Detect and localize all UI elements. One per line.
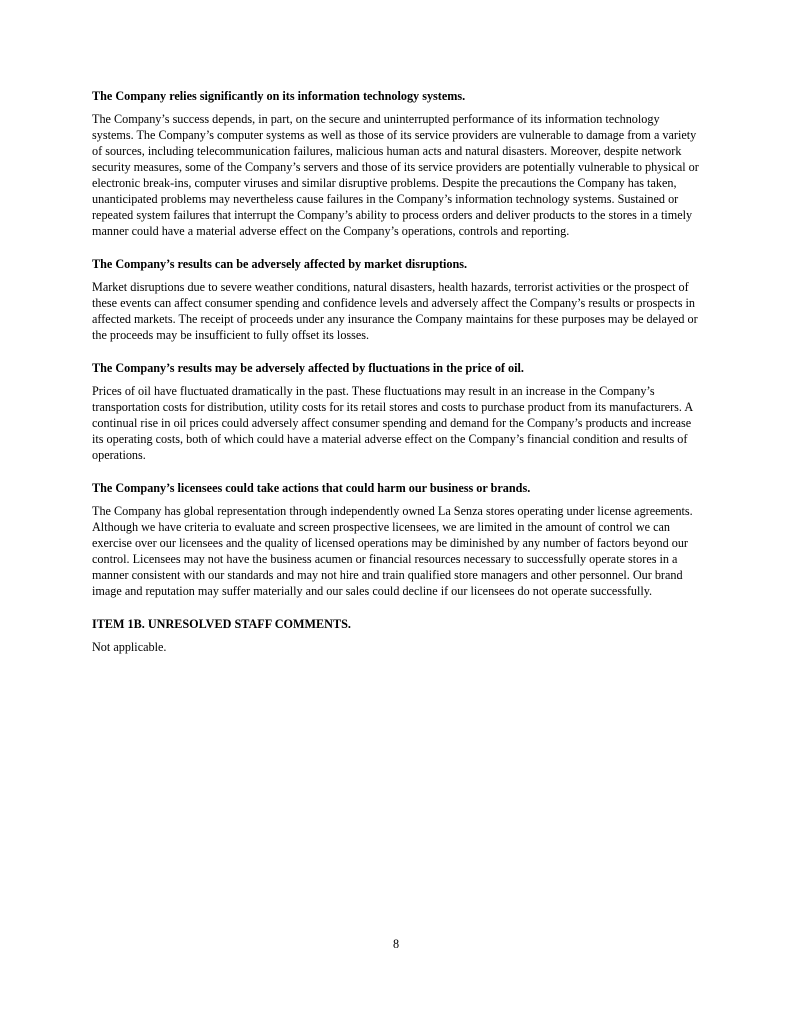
section-paragraph: The Company’s success depends, in part, on the secure and uninterrupted performance of its information technology systems. The Company’s computer systems as well as those of its service providers are vulnerable to damage from a variety of sources, including telecommunication failures, malicious human acts and natural disasters. Moreover, despite network security measures, some of the Company’s servers and those of its service providers are potentially vulnerable to physical or electronic break-ins, computer viruses and similar disruptive problems. Despite the precautions the Company has taken, unanticipated problems may nevertheless cause failures in the Company’s information technology systems. Sustained or repeated system failures that interrupt the Company’s ability to process orders and deliver products to the stores in a timely manner could have a material adverse effect on the Company’s operations, controls and reporting. [92,112,699,238]
section-paragraph: Prices of oil have fluctuated dramatically in the past. These fluctuations may result in an increase in the Company’s transportation costs for distribution, utility costs for its retail stores and costs to purchase product from its manufacturers. A continual rise in oil prices could adversely affect consumer spending and demand for the Company’s products and increase its operating costs, both of which could have a material adverse effect on the Company’s financial condition and results of operations. [92,384,693,462]
section-market-disruptions [92,256,702,343]
document-page [92,88,702,655]
section-it-systems [92,88,702,239]
section-item-1b [92,616,702,655]
section-paragraph: Market disruptions due to severe weather conditions, natural disasters, health hazards, terrorist activities or the prospect of these events can affect consumer spending and confidence levels and adversely affect the Company’s results or prospects in affected markets. The receipt of proceeds under any insurance the Company maintains for these purposes may be delayed or the proceeds may be insufficient to fully offset its losses. [92,280,698,342]
section-heading: ITEM 1B. UNRESOLVED STAFF COMMENTS. [92,617,351,631]
section-heading: The Company’s licensees could take actions that could harm our business or brands. [92,481,531,495]
section-licensees [92,480,702,599]
section-heading: The Company’s results can be adversely affected by market disruptions. [92,257,468,271]
section-paragraph: Not applicable. [92,640,167,654]
section-heading: The Company’s results may be adversely affected by fluctuations in the price of oil. [92,361,524,375]
section-oil-prices [92,360,702,463]
page-number: 8 [392,937,400,951]
section-heading: The Company relies significantly on its information technology systems. [92,89,466,103]
section-paragraph: The Company has global representation through independently owned La Senza stores operating under license agreements. Although we have criteria to evaluate and screen prospective licensees, we are limited in the amount of control we can exercise over our licensees and the quality of licensed operations may be diminished by any number of factors beyond our control. Licensees may not have the business acumen or financial resources necessary to successfully operate stores in a manner consistent with our standards and may not hire and train qualified store managers and other personnel. Our brand image and reputation may suffer materially and our sales could decline if our licensees do not operate successfully. [92,504,693,598]
